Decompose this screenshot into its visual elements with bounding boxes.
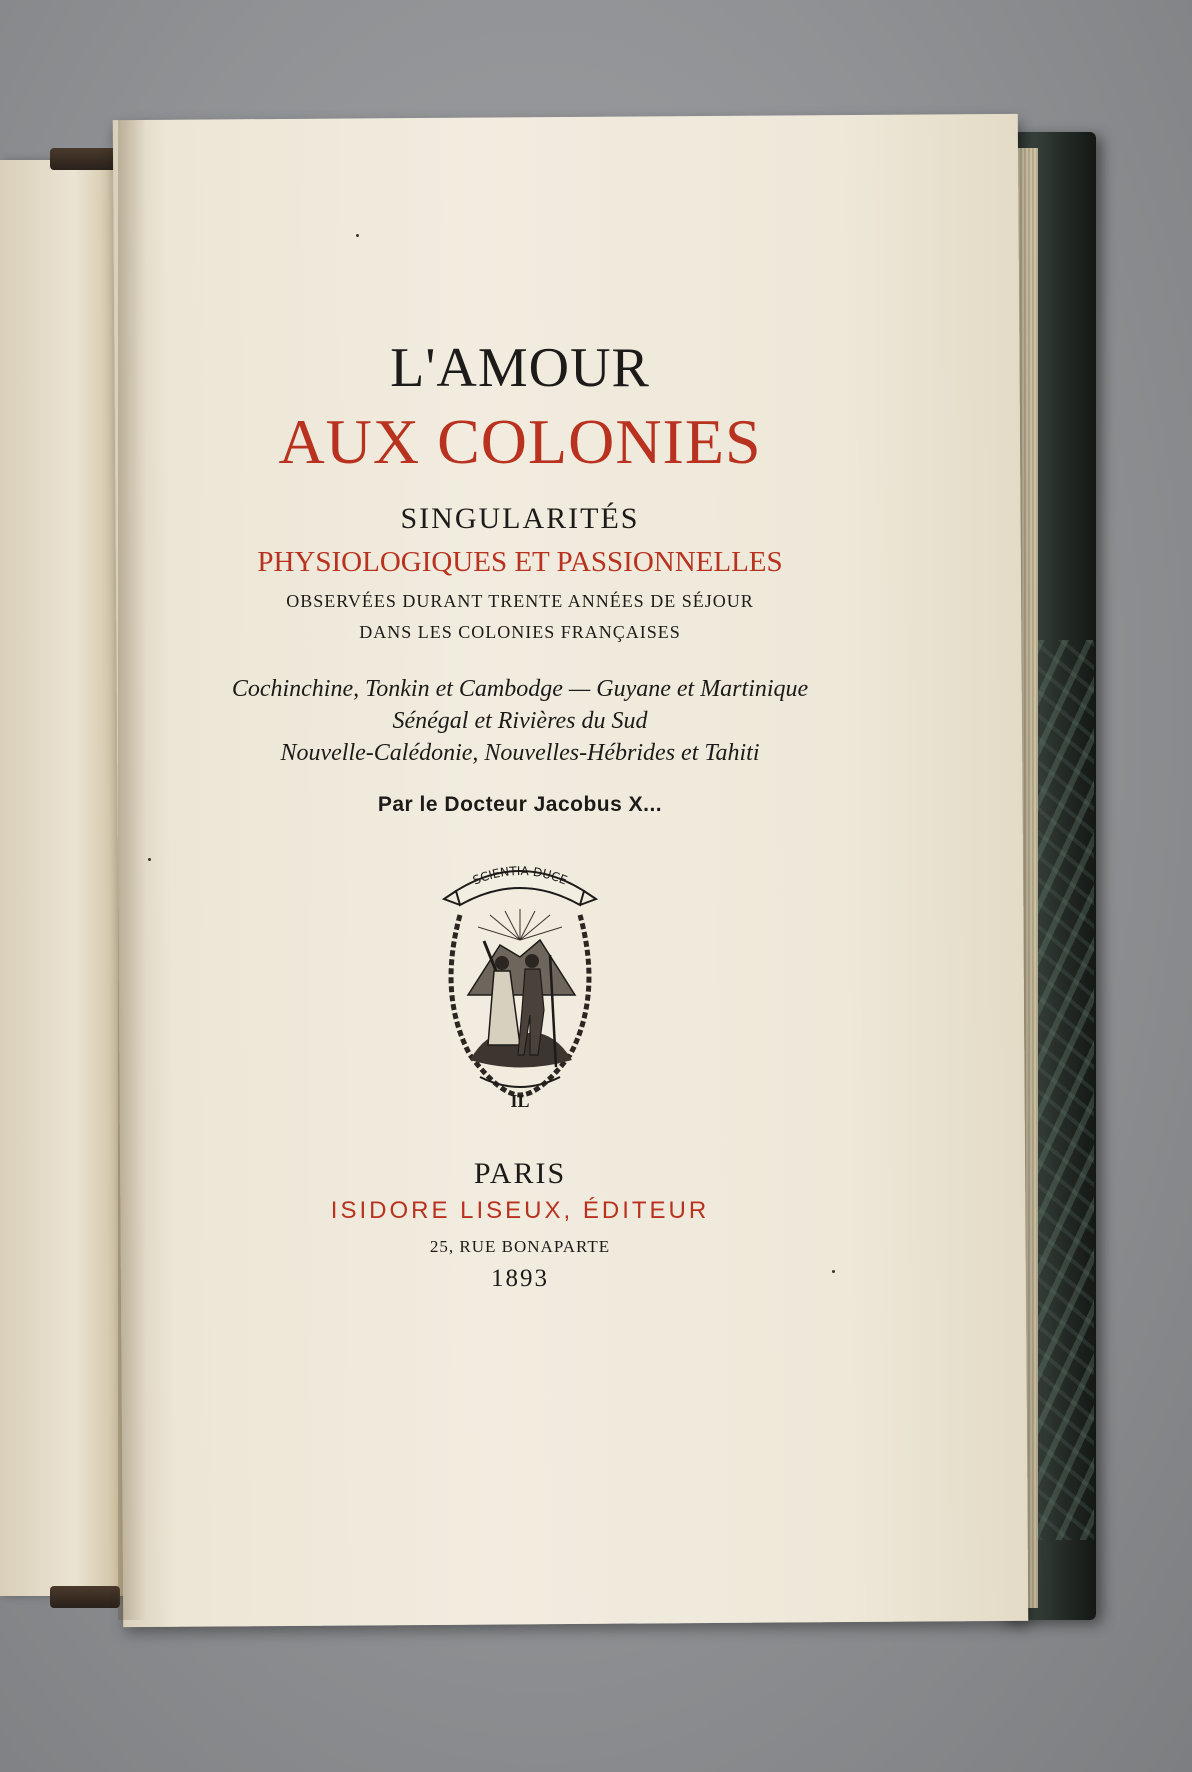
places-line-1: Cochinchine, Tonkin et Cambodge — Guyane et Martinique [231,676,809,702]
title-line-1: L'AMOUR [390,337,650,399]
left-hinge-bottom [50,1586,120,1608]
vignette-motto: SCIENTIA DUCE [470,863,570,888]
vignette-figure-woman-head [495,956,509,970]
subtitle-line-4: DANS LES COLONIES FRANÇAISES [359,622,681,642]
title-page-content [205,337,835,1293]
subtitle-line-1: SINGULARITÉS [400,502,640,535]
city: PARIS [473,1157,567,1190]
vignette-mountain [468,940,575,995]
places-list [205,673,835,769]
address: 25, RUE BONAPARTE [429,1237,611,1256]
places-line-3: Nouvelle-Calédonie, Nouvelles-Hébrides et Tahiti [280,740,760,766]
paper-speck [148,858,151,861]
marbled-cover-edge [1038,640,1094,1540]
vignette-monogram: IL [510,1091,530,1111]
subtitle-line-2: PHYSIOLOGIQUES ET PASSIONNELLES [257,546,783,578]
left-hinge-top [50,148,120,170]
left-page [0,160,124,1596]
paper-speck [356,234,359,237]
vignette-sun-rays [478,909,562,940]
publisher: ISIDORE LISEUX, ÉDITEUR [330,1197,710,1224]
places-line-2: Sénégal et Rivières du Sud [392,708,648,734]
vignette-figure-man-head [525,954,539,968]
vignette-wreath [451,915,589,1095]
year: 1893 [491,1265,549,1292]
title-line-2: AUX COLONIES [278,406,762,477]
page-gutter-shadow [118,120,146,1620]
publisher-vignette [430,845,610,1115]
subtitle-line-3: OBSERVÉES DURANT TRENTE ANNÉES DE SÉJOUR [286,591,754,611]
author-line: Par le Docteur Jacobus X... [377,793,663,816]
